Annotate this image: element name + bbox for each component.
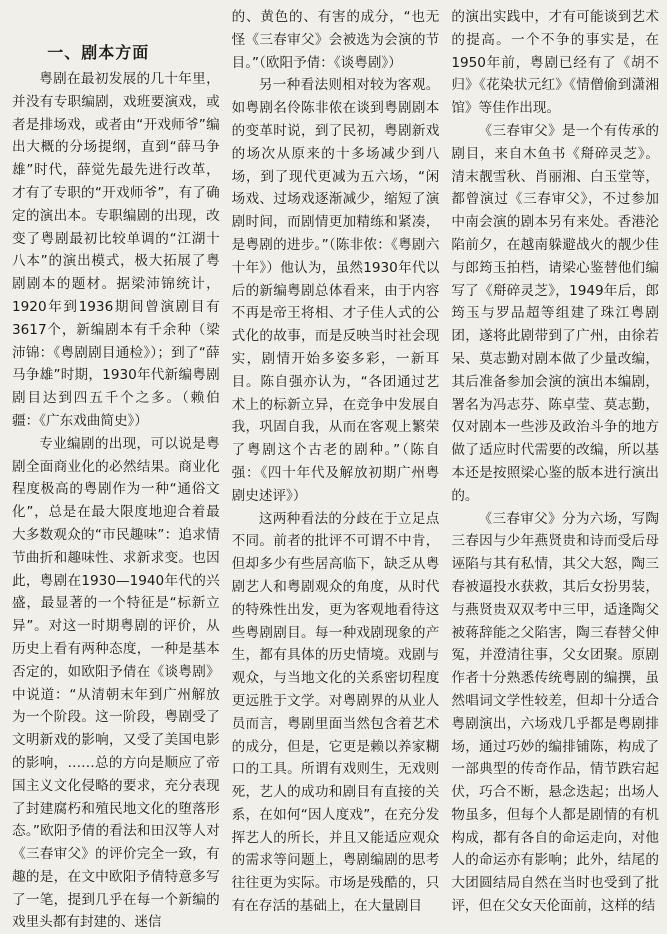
section-heading: 一、剧本方面 <box>47 43 150 62</box>
text-column-3 <box>451 6 660 915</box>
paragraph: 《三春审父》分为六场，写陶三春因与少年燕贤贵和诗而受后母诬陷与其有私情，其父大怒，陶三春被逼投水获救，其后女扮男装，与燕贤贵双双考中三甲，适逢陶父被蒋辞能之父陷害，陶三春替父伸冤，并澄清往事，父女团聚。原剧作者十分熟悉传统粤剧的编撰，虽然唱词文学性较差，但却十分适合粤剧演出，六场戏几乎都是粤剧排场，通过巧妙的编排铺陈，构成了一部典型的传奇作品，情节跌宕起伏，巧合不断，悬念迭起；出场人物虽多，但每个人都是剧情的有机构成，都有各自的命运走向，对他人的命运亦有影响；此外，结尾的大团圆结局自然在当时也受到了批评，但在父女天伦面前，这样的结 <box>451 510 660 915</box>
text-column-2 <box>231 6 440 915</box>
paragraph: 专业编剧的出现，可以说是粤剧全面商业化的必然结果。商业化程度极高的粤剧作为一种“通俗文化”，总是在最大限度地迎合着最大多数观众的“市民趣味”：追求情节曲折和趣味性、求新求变。也因此，粤剧在1930—1940年代的兴盛，最显著的一个特征是“标新立异”。对这一时期粤剧的评价，从历史上看有两种态度，一种是基本否定的，如欧阳予倩在《谈粤剧》中说道：“从清朝末年到广州解放为一个阶段。这一阶段，粤剧受了文明新戏的影响，又受了美国电影的影响，……总的方向是顺应了帝国主义文化侵略的要求，充分表现了封建腐朽和殖民地文化的堕落形态。”欧阳予倩的看法和田汉等人对《三春审父》的评价完全一致，有趣的是，在文中欧阳予倩特意多写了一笔，提到几乎在每一个新编的戏里头都有封建的、迷信 <box>12 435 220 931</box>
paragraph: 粤剧在最初发展的几十年里，并没有专职编剧，戏班要演戏，或者是排场戏，或者由“开戏师爷”编出大概的分场提纲，直到“薛马争雄”时代，薛觉先最先进行改革，才有了专职的“开戏师爷”，有了确定的演出本。专职编剧的出现，改变了粤剧最初比较单调的“江湖十八本”的演出模式，极大拓展了粤剧剧本的题材。据梁沛锦统计，1920年到1936期间曾演剧目有3617个，新编剧本有千余种（梁沛锦：《粤剧剧目通检》）；到了“薛马争雄”时期，1930年代新编粤剧剧目达到四五千个之多。（赖伯疆：《广东戏曲简史》） <box>12 71 220 429</box>
paragraph: 《三春审父》是一个有传承的剧目，来自木鱼书《搿碎灵芝》。清末靓雪秋、肖丽湘、白玉堂等，都曾演过《三春审父》，不过参加中南会演的剧本另有来处。香港沦陷前夕，在越南躲避战火的靓少佳与郎筠玉拍档，请梁心鉴替他们编写了《搿碎灵芝》，1949年后，郎筠玉与罗品超等组建了珠江粤剧团，遂将此剧带到了广州，由徐若呆、莫志勤对剧本做了少量改编，其后准备参加会演的演出本编剧，署名为冯志芬、陈卓莹、莫志勤，仅对剧本一些涉及政治斗争的地方做了适应时代需要的改编，所以基本还是按照梁心鉴的版本进行演出的。 <box>451 122 660 504</box>
paragraph: 另一种看法则相对较为客观。如粤剧名伶陈非侬在谈到粤剧剧本的变革时说，到了民初，粤剧新戏的场次从原来的十多场减少到八场，到了现代更减为五六场，“闲场戏、过场戏逐渐减少，缩短了演剧时间，而剧情更加精练和紧凑，是粤剧的进步。”（陈非侬：《粤剧六十年》）他认为，虽然1930年代以后的新编粤剧总体看来，由于内容不再是帝王将相、才子佳人式的公式化的故事，而是反映当时社会现实，剧情开始多姿多彩，一新耳目。陈自强亦认为，“各团通过艺术上的标新立异，在竞争中发展自我，巩固自我，从而在客观上繁荣了粤剧这个古老的剧种。”（陈自强：《四十年代及解放初期广州粤剧史述评》） <box>231 77 440 504</box>
paragraph-continued: 的演出实践中，才有可能谈到艺术的提高。一个不争的事实是，在1950年前，粤剧已经有了《胡不归》《花染状元红》《情僧偷到潇湘馆》等佳作出现。 <box>451 9 660 117</box>
paragraph-continued: 的、黄色的、有害的成分，“也无怪《三春审父》会被选为会演的节目。”（欧阳予倩：《谈粤剧》） <box>231 9 440 71</box>
paragraph: 这两种看法的分歧在于立足点不同。前者的批评不可谓不中肯，但却多少有些居高临下，缺乏从粤剧艺人和粤剧观众的角度，从时代的特殊性出发，更为客观地看待这些粤剧剧目。每一种戏剧现象的产生，都有具体的历史情境。戏剧与观众，与当地文化的关系密切程度更远胜于文学。对粤剧界的从业人员而言，粤剧里面当然包含着艺术的成分，但是，它更是赖以养家糊口的工具。所谓有戏则生，无戏则死，艺人的成功和剧目有直接的关系，在如何“因人度戏”，在充分发挥艺人的所长，并且又能适应观众的需求等问题上，粤剧编剧的思考往往更为实际。市场是残酷的，只有在存活的基础上，在大量剧目 <box>231 510 440 915</box>
text-column-1 <box>12 6 220 931</box>
